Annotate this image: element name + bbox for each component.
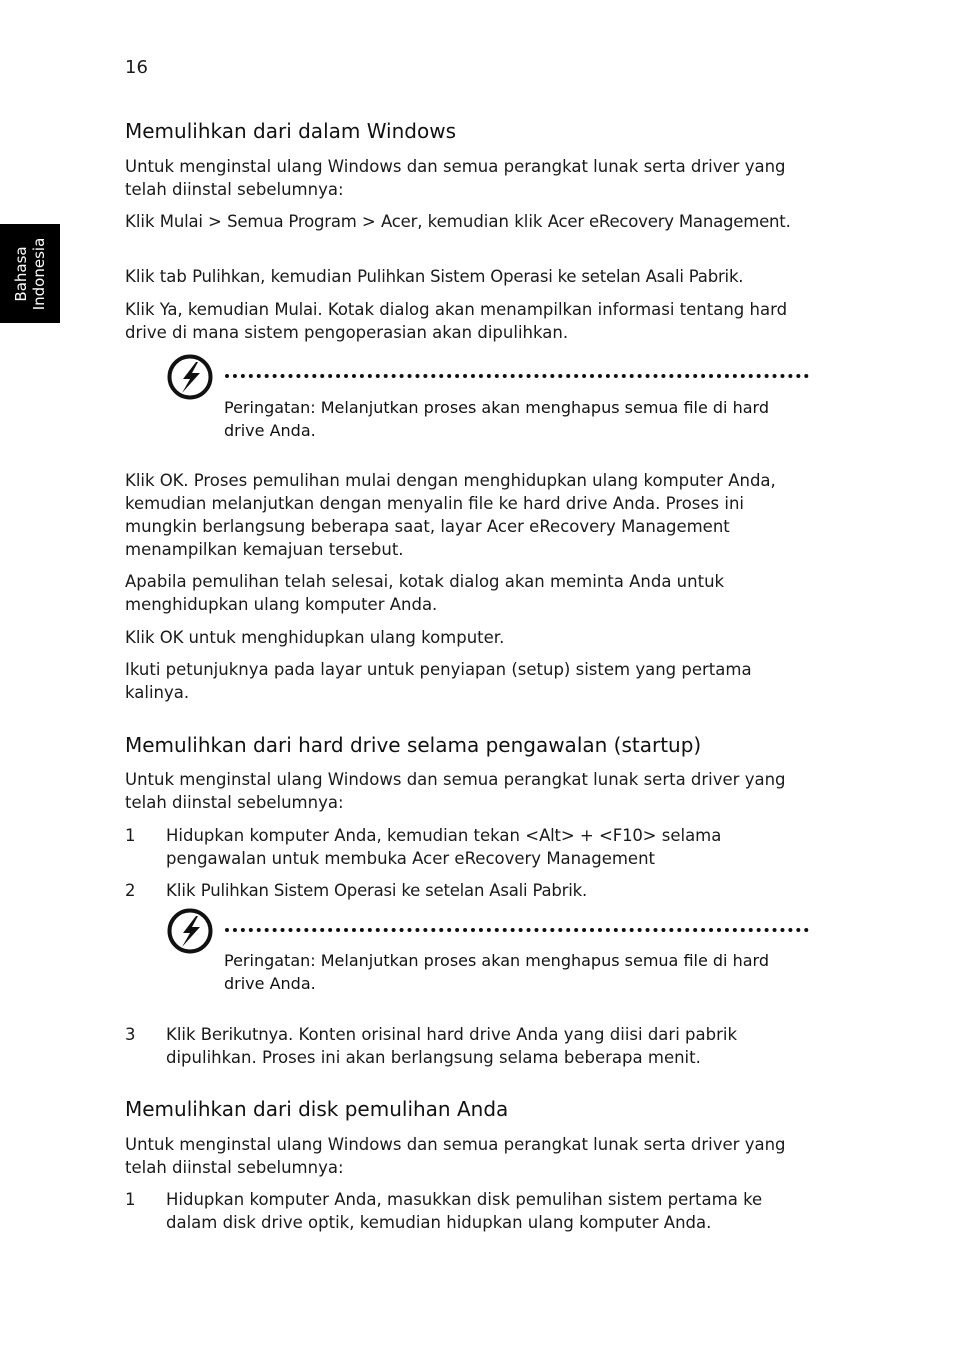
page-number: 16 [125,57,148,78]
warning-text: Peringatan: Melanjutkan proses akan menghapus semua file di hard drive Anda. [224,398,769,440]
list-item: 2 Klik Pulihkan Sistem Operasi ke setelan Asali Pabrik. [125,881,588,900]
sec1-step-start-menu: Klik Mulai > Semua Program > Acer, kemudian klik Acer eRecovery Management. [125,212,791,231]
section-heading-windows: Memulihkan dari dalam Windows [125,119,456,143]
sec3-intro: Untuk menginstal ulang Windows dan semua perangkat lunak serta driver yang telah diinstal sebelumnya: [125,1135,786,1177]
sec1-intro: Untuk menginstal ulang Windows dan semua perangkat lunak serta driver yang telah diinstal sebelumnya: [125,157,786,199]
list-item: 1 Hidupkan komputer Anda, kemudian tekan <Alt> + <F10> selama pengawalan untuk membuka Acer eRecovery Management [125,826,722,868]
sec1-step-ok: Klik OK. Proses pemulihan mulai dengan menghidupkan ulang komputer Anda, kemudian melanjutkan dengan menyalin file ke hard drive Anda. Proses ini mungkin berlangsung beberapa saat, layar Acer eRecovery Management menampilkan kemajuan tersebut. [125,471,776,559]
sec1-setup-text: Ikuti petunjuknya pada layar untuk penyiapan (setup) sistem yang pertama kalinya. [125,660,752,702]
sec1-step-ok-restart: Klik OK untuk menghidupkan ulang komputer. [125,628,505,647]
language-side-tab-label: Bahasa Indonesia [12,237,48,310]
warning-text: Peringatan: Melanjutkan proses akan menghapus semua file di hard drive Anda. [224,951,769,993]
list-item: 3 Klik Berikutnya. Konten orisinal hard drive Anda yang diisi dari pabrik dipulihkan. Proses ini akan berlangsung selama beberapa menit. [125,1025,738,1067]
sec1-step-restore-tab: Klik tab Pulihkan, kemudian Pulihkan Sistem Operasi ke setelan Asali Pabrik. [125,267,744,286]
sec1-step-yes-start: Klik Ya, kemudian Mulai. Kotak dialog akan menampilkan informasi tentang hard drive di mana sistem pengoperasian akan dipulihkan. [125,300,788,342]
section-heading-startup: Memulihkan dari hard drive selama pengawalan (startup) [125,733,702,757]
warning-divider [225,374,809,378]
warning-divider [225,928,809,932]
lightning-warning-icon [167,908,213,954]
list-item: 1 Hidupkan komputer Anda, masukkan disk pemulihan sistem pertama ke dalam disk drive optik, kemudian hidupkan ulang komputer Anda. [125,1190,763,1232]
section-heading-recovery-disc: Memulihkan dari disk pemulihan Anda [125,1097,509,1121]
sec2-intro: Untuk menginstal ulang Windows dan semua perangkat lunak serta driver yang telah diinstal sebelumnya: [125,770,786,812]
sec1-completion-text: Apabila pemulihan telah selesai, kotak dialog akan meminta Anda untuk menghidupkan ulang komputer Anda. [125,572,725,614]
lightning-warning-icon [167,354,213,400]
language-side-tab [0,224,60,323]
